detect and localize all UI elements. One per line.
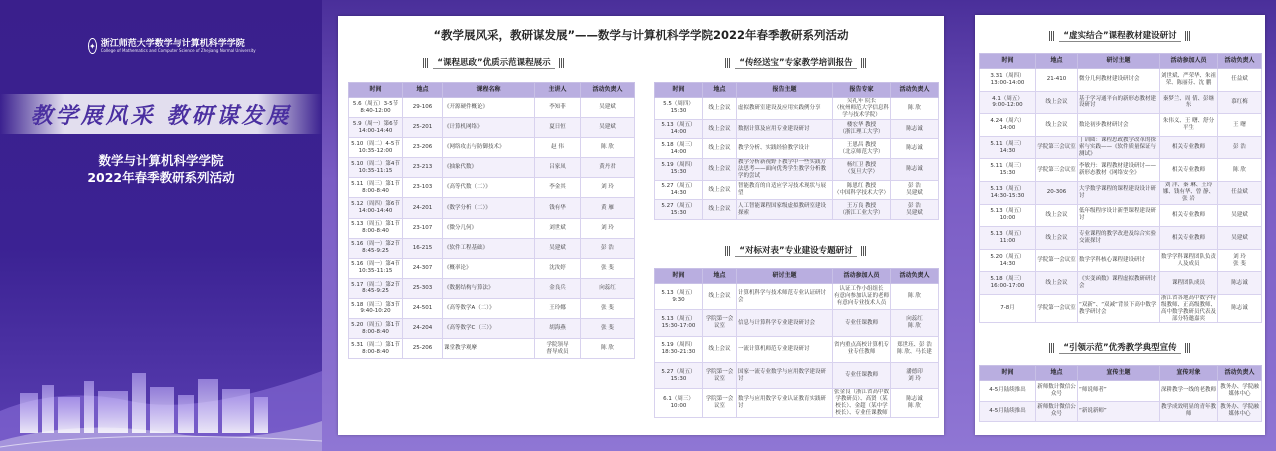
table-cell: 吴建斌 — [581, 118, 635, 138]
table-cell: 5.13（周五） 14:30-15:30 — [980, 181, 1036, 204]
table-cell: 陈恩红 教授 （中国科学技术大学） — [833, 180, 891, 200]
table-cell: 24-501 — [403, 298, 443, 318]
slogan-band — [0, 94, 322, 134]
table-cell: 23-107 — [403, 218, 443, 238]
table-cell: 线上会议 — [703, 159, 737, 181]
table-cell: 朱伟义、王 曙、舒分平生 — [1160, 114, 1218, 137]
table-cell: 教务办、学院融媒体中心 — [1218, 401, 1262, 422]
table-cell: 基于学习通平台的新形态教材建设研讨 — [1078, 91, 1160, 114]
table-cell: 陈 欣 — [581, 138, 635, 158]
table-cell: 《数学分析（二）》 — [443, 198, 535, 218]
table-cell: 5.13（周五） 15:30-17:00 — [655, 310, 703, 336]
table-cell: 新师数计微信公众号 — [1036, 401, 1078, 422]
table-cell: 5.16（周一）第4节 10:35-11:15 — [349, 258, 403, 278]
table-row — [980, 381, 1262, 402]
table-row — [655, 389, 939, 418]
table-cell: 4-5月陆续推出 — [980, 401, 1036, 422]
table-row — [349, 178, 635, 198]
table-cell: 学院第三会议室 — [1036, 159, 1078, 182]
campus-skyline-graphic — [0, 301, 322, 451]
table-cell: 线上会议 — [703, 180, 737, 200]
table-row — [980, 114, 1262, 137]
left-panel — [0, 0, 322, 451]
table-row — [655, 310, 939, 336]
table-cell: “师说师者” — [1078, 381, 1160, 402]
section-title-s5: “引领示范”优秀教学典型宣传 — [975, 341, 1265, 354]
table-cell: 智能教育的自适应学习技术现状与展望 — [737, 180, 833, 200]
section-title-s4: “虚实结合”课程教材建设研讨 — [975, 29, 1265, 42]
table-cell: “新说新师” — [1078, 401, 1160, 422]
table-cell: 钱有华 — [535, 198, 581, 218]
table-cell: 学院第一会议室 — [703, 389, 737, 418]
table-cell: 陈志诚 — [1218, 272, 1262, 295]
column-header: 报告主题 — [737, 83, 833, 98]
table-cell: 一流计算机师范专业建设研讨 — [737, 336, 833, 362]
table-cell: 吴礼年 院长 （杭州师范大学信息科学与技术学院） — [834, 98, 890, 118]
table-row — [980, 181, 1262, 204]
table-row — [980, 272, 1262, 295]
table-cell: 大学数学课程的课程建设设计研讨 — [1078, 181, 1160, 204]
table-cell: 低年级程序设计新型课程建设研讨 — [1078, 204, 1160, 227]
table-cell: “双新”、“双减”背景下高中数学教学研讨会 — [1078, 294, 1160, 323]
table-cell: 金良兵 — [535, 278, 581, 298]
table-cell: 张 斐 — [581, 258, 635, 278]
table-cell: 吴建斌 — [1218, 204, 1262, 227]
column-header: 研讨主题 — [1078, 54, 1160, 69]
table-cell: 课程团队成员 — [1160, 272, 1218, 295]
table-cell: 专业任课教师 — [833, 310, 891, 336]
table-cell: 《计算机网络》 — [443, 118, 535, 138]
table-row — [980, 136, 1262, 159]
table-course-demo — [348, 82, 635, 359]
table-cell: 胡海燕 — [535, 319, 581, 339]
table-teaching-promotion — [979, 365, 1262, 422]
section-title-s3: “对标对表”专业建设专题研讨 — [648, 244, 944, 257]
table-cell: 郑世珏、彭 浩 陈 欣、马长建 — [891, 336, 939, 362]
table-row — [349, 319, 635, 339]
table-cell: 吴建斌 — [1218, 227, 1262, 250]
table-cell: 5.11（周三） 15:30 — [980, 159, 1036, 182]
table-row — [980, 204, 1262, 227]
table-cell: 4-5月陆续推出 — [980, 381, 1036, 402]
table-cell: 学院第一会议室 — [703, 362, 737, 388]
table-cell: 楼宏华 教授 （浙江理工大学） — [833, 119, 891, 139]
table-row — [655, 336, 939, 362]
table-row — [349, 278, 635, 298]
table-cell: 5.27（周五） 15:30 — [655, 362, 703, 388]
table-cell: 5.17（周二）第2节 8:45-9:25 — [349, 278, 403, 298]
column-header: 地点 — [1036, 366, 1078, 381]
left-title-line1: 数学与计算机科学学院 — [98, 153, 224, 168]
table-cell: 5.12（周四）第6节 14:00-14:40 — [349, 198, 403, 218]
table-row — [349, 98, 635, 118]
column-header: 报告专家 — [833, 83, 891, 98]
table-row — [655, 159, 939, 181]
table-cell: 学院第一会议室 — [703, 310, 737, 336]
table-cell: 相关专业教师 — [1160, 159, 1218, 182]
table-cell: 微分几何教材建设研讨会 — [1078, 69, 1160, 92]
table-course-materials — [979, 53, 1262, 323]
table-cell: 16-215 — [403, 238, 443, 258]
table-cell: 新师数计微信公众号 — [1036, 381, 1078, 402]
table-cell: 线上会议 — [1036, 114, 1078, 137]
table-cell: 线上会议 — [1036, 91, 1078, 114]
table-cell: 5.27（周五） 14:30 — [655, 180, 703, 200]
table-cell: 省内重点高校计算机专业专任教师 — [833, 336, 891, 362]
column-header: 活动负责人 — [891, 83, 939, 98]
table-cell: 5.19（周四） 15:30 — [655, 159, 703, 181]
table-cell: 5.13（周五） 10:00 — [980, 204, 1036, 227]
table-cell: 李敏丹：课程教材建设研讨——新形态教材《网络安全》 — [1078, 159, 1160, 182]
table-cell: 5.19（周四） 18:30-21:30 — [655, 336, 703, 362]
table-cell: 线上会议 — [703, 98, 737, 120]
table-cell: 《开源硬件概论》 — [443, 98, 535, 118]
table-cell: 计算机科学与技术师范专业认证研讨会 — [737, 284, 833, 310]
table-row — [655, 98, 939, 120]
table-cell: 5.20（周五）第1节 8:00-8:40 — [349, 319, 403, 339]
table-cell: 24-307 — [403, 258, 443, 278]
table-cell: 23-103 — [403, 178, 443, 198]
table-row — [655, 119, 939, 139]
column-header: 活动负责人 — [891, 269, 939, 284]
table-cell: 王万良 教授 （浙江工业大学） — [833, 200, 891, 220]
logo-text-cn: 浙江师范大学数学与计算机科学学院 — [100, 38, 245, 49]
table-cell: 数学学科课程团队负责人及成员 — [1160, 249, 1218, 272]
table-row — [349, 298, 635, 318]
table-cell: 《高等代数（二）》 — [443, 178, 535, 198]
table-cell: 5.13（周五） 11:00 — [980, 227, 1036, 250]
column-header: 活动负责人 — [1218, 54, 1262, 69]
table-cell: 数学学科核心课程建设研讨 — [1078, 249, 1160, 272]
table-cell: 线上会议 — [1036, 272, 1078, 295]
table-expert-reports — [654, 82, 939, 220]
column-header: 宣传对象 — [1160, 366, 1218, 381]
table-cell: 王 曙 — [1218, 114, 1262, 137]
table-cell: 任益斌 — [1218, 181, 1262, 204]
table-cell: 5.16（周一）第2节 8:45-9:25 — [349, 238, 403, 258]
main-title: “教学展风采，教研谋发展”——数学与计算机科学学院2022年春季教研系列活动 — [433, 28, 849, 42]
table-cell: 陈 欣 — [1218, 159, 1262, 182]
column-header: 地点 — [403, 83, 443, 98]
table-cell: 教务办、学院融媒体中心 — [1218, 381, 1262, 402]
table-cell: 数论初步教材研讨会 — [1078, 114, 1160, 137]
table-cell: 赵 伟 — [535, 138, 581, 158]
table-cell: 数学与应用数学专业认证教育实践研讨 — [737, 389, 833, 418]
table-cell: 线上会议 — [703, 139, 737, 159]
table-cell: 学院第三会议室 — [1036, 136, 1078, 159]
table-cell: 5.10（周二）第4节 10:35-11:15 — [349, 158, 403, 178]
table-cell: 丁训圆：课程思政教学改革的探索与实践——《软件质量保证与测试》 — [1078, 136, 1160, 159]
table-cell: 《数据结构与算法》 — [443, 278, 535, 298]
table-row — [349, 238, 635, 258]
table-cell: 秦梦兰、周 倩、彭继东 — [1160, 91, 1218, 114]
table-cell: 课堂教学观摩 — [443, 339, 535, 359]
table-cell: 张 斐 — [581, 319, 635, 339]
table-cell: 吴建斌 — [535, 238, 581, 258]
table-cell: 教学分析、实践经验教学设计 — [737, 139, 833, 159]
table-cell: 杨红卫 教授 （复旦大学） — [833, 159, 891, 181]
table-cell: 陈志诚 陈 欣 — [891, 389, 939, 418]
section-title-s2: “传经送宝”专家教学培训报告 — [648, 56, 944, 69]
column-header: 活动负责人 — [1218, 366, 1262, 381]
table-cell: 张 斐 — [581, 298, 635, 318]
table-row — [980, 401, 1262, 422]
table-cell: 陈 欣 — [581, 339, 635, 359]
column-header: 时间 — [980, 54, 1036, 69]
table-cell: 彭 浩 — [581, 238, 635, 258]
table-cell: 认证工作小组组长 有意向参加认证的老师 有意向专业技术人员 — [833, 284, 891, 310]
table-cell: 陈志诚 — [891, 159, 939, 181]
table-cell: 相关专业教师 — [1160, 204, 1218, 227]
table-cell: 陈志诚 — [891, 139, 939, 159]
table-cell: 向蕊红 — [581, 278, 635, 298]
left-title-line2: 2022年春季教研系列活动 — [87, 170, 235, 185]
table-cell: 相关专业教师 — [1160, 227, 1218, 250]
table-cell: 人工智能课程国家级虚拟教研室建设探索 — [737, 200, 833, 220]
university-emblem-icon: ✦ — [88, 38, 97, 54]
table-cell: 《微分几何》 — [443, 218, 535, 238]
column-header: 地点 — [1036, 54, 1078, 69]
table-row — [655, 362, 939, 388]
table-cell: 20-306 — [1036, 181, 1078, 204]
table-cell: 《抽象代数》 — [443, 158, 535, 178]
college-logo — [88, 36, 256, 56]
table-row — [349, 339, 635, 359]
table-cell: 4.24（周六） 14:00 — [980, 114, 1036, 137]
table-cell: 5.13（周五） 9:30 — [655, 284, 703, 310]
column-header: 地点 — [703, 269, 737, 284]
column-header: 时间 — [655, 83, 703, 98]
table-row — [655, 284, 939, 310]
table-cell: 教学成效明显的青年教师 — [1160, 401, 1218, 422]
activity-sheet-main — [338, 16, 944, 435]
table-row — [980, 249, 1262, 272]
table-cell: 吕家凤 — [535, 158, 581, 178]
table-cell: 5.13（周五） 14:00 — [655, 119, 703, 139]
table-cell: 25-206 — [403, 339, 443, 359]
table-cell: 5.5（周四） 15:30 — [655, 98, 703, 120]
table-cell: 线上会议 — [703, 284, 737, 310]
table-row — [349, 218, 635, 238]
table-row — [349, 158, 635, 178]
table-cell: 任益斌 — [1218, 69, 1262, 92]
column-header: 活动参加人员 — [1160, 54, 1218, 69]
table-row — [655, 200, 939, 220]
table-row — [655, 139, 939, 159]
table-cell: 教学分析新视野下教学中一些实践方法思考——面向优秀学生教学分析教学的尝试 — [737, 159, 833, 181]
column-header: 时间 — [980, 366, 1036, 381]
table-cell: 陈 欣 — [891, 284, 939, 310]
table-cell: 学院第一会议室 — [1036, 249, 1078, 272]
table-cell: 4.1（周五） 9:00-12:00 — [980, 91, 1036, 114]
section-title-s1: “课程思政”优质示范课程展示 — [344, 56, 644, 69]
table-cell: 王玲娜 — [535, 298, 581, 318]
table-cell: 学院领导 督导成员 — [535, 339, 581, 359]
table-cell: 深耕教学一线的老教师 — [1160, 381, 1218, 402]
table-cell: 相关专业教师 — [1160, 136, 1218, 159]
table-major-construction — [654, 268, 939, 418]
table-cell: 国家一流专业数学与应用数学建设研讨 — [737, 362, 833, 388]
table-cell: 刘世斌 — [535, 218, 581, 238]
table-cell: 张金良（浙江省高中数学教研员）、高贤（某校长）、金超（某中学校长）、专业任课教师 — [834, 389, 890, 416]
table-cell: 虚拟教研室建设及应用实践例分享 — [737, 98, 833, 120]
column-header: 活动参加人员 — [833, 269, 891, 284]
table-cell: 彭 浩 — [1218, 136, 1262, 159]
table-cell: 学院第一会议室 — [1036, 294, 1078, 323]
column-header: 时间 — [655, 269, 703, 284]
table-cell: 向蕊红 陈 欣 — [891, 310, 939, 336]
column-header: 活动负责人 — [581, 83, 635, 98]
table-cell: 王恩昌 教授 （北京师范大学） — [833, 139, 891, 159]
table-row — [349, 198, 635, 218]
table-cell: 6.1（周三） 10:00 — [655, 389, 703, 418]
table-cell: 24-201 — [403, 198, 443, 218]
table-cell: 《网络攻击与防御技术》 — [443, 138, 535, 158]
table-row — [655, 180, 939, 200]
table-cell: 线上会议 — [703, 200, 737, 220]
table-cell: 21-410 — [1036, 69, 1078, 92]
table-cell: 23-206 — [403, 138, 443, 158]
table-cell: 慕红梅 — [1218, 91, 1262, 114]
table-row — [980, 91, 1262, 114]
column-header: 地点 — [703, 83, 737, 98]
table-cell: 5.27（周五） 15:30 — [655, 200, 703, 220]
table-cell: 夏日恒 — [535, 118, 581, 138]
table-cell: 信息与计算科学专业建设研讨会 — [737, 310, 833, 336]
table-cell: 黄 雁 — [581, 198, 635, 218]
table-cell: 《软件工程基础》 — [443, 238, 535, 258]
table-cell: 3.31（周四） 13:00-14:00 — [980, 69, 1036, 92]
table-cell: 5.11（周三） 14:30 — [980, 136, 1036, 159]
table-cell: 刘 玲 — [581, 178, 635, 198]
table-cell: 5.13（周五）第1节 8:00-8:40 — [349, 218, 403, 238]
table-cell: 29-106 — [403, 98, 443, 118]
table-cell: 24-204 — [403, 319, 443, 339]
table-row — [349, 118, 635, 138]
table-cell: 专业课程的教学改进及综合实验交流探讨 — [1078, 227, 1160, 250]
table-cell: 线上会议 — [703, 119, 737, 139]
table-cell: 数据计算及应用专业建设研讨 — [737, 119, 833, 139]
table-cell: 专业任课教师 — [833, 362, 891, 388]
table-cell: 陈志诚 — [1218, 294, 1262, 323]
table-cell: 25-201 — [403, 118, 443, 138]
table-row — [980, 227, 1262, 250]
table-cell: 23-213 — [403, 158, 443, 178]
table-cell: 李知菲 — [535, 98, 581, 118]
table-row — [980, 294, 1262, 323]
table-cell: 刘 洋、秦 琳、王玲娜、钱有华、曾 静、张 岩 — [1160, 181, 1218, 204]
table-row — [349, 258, 635, 278]
table-cell: 彭 浩 吴建斌 — [891, 200, 939, 220]
table-cell: 《实变函数》课程虚拟教研研讨会 — [1078, 272, 1160, 295]
table-cell: 潘德印 刘 玲 — [891, 362, 939, 388]
table-cell: 5.18（周三）第3节 9:40-10:20 — [349, 298, 403, 318]
table-cell: 彭 浩 吴建斌 — [891, 180, 939, 200]
table-cell: 5.20（周五） 14:30 — [980, 249, 1036, 272]
table-cell: 刘 玲 — [581, 218, 635, 238]
table-cell: 刘世斌、严荣华、朱祖荣、陈丽芬、沈 鹏 — [1160, 69, 1218, 92]
table-cell: 陈志诚 — [891, 119, 939, 139]
table-row — [980, 69, 1262, 92]
column-header: 时间 — [349, 83, 403, 98]
table-row — [349, 138, 635, 158]
table-cell: 陈 欣 — [891, 98, 939, 120]
slogan: 教学展风采 教研谋发展 — [30, 102, 292, 129]
table-cell: 5.9（周一）第6节 14:00-14:40 — [349, 118, 403, 138]
table-cell: 刘 玲 张 斐 — [1218, 249, 1262, 272]
column-header: 课程名称 — [443, 83, 535, 98]
table-cell: 线上会议 — [703, 336, 737, 362]
column-header: 宣传主题 — [1078, 366, 1160, 381]
table-cell: 5.11（周三）第1节 8:00-8:40 — [349, 178, 403, 198]
table-cell: 25-303 — [403, 278, 443, 298]
table-cell: 5.10（周二）4-5节 10:35-12:00 — [349, 138, 403, 158]
table-cell: 5.18（周三） 14:00 — [655, 139, 703, 159]
table-cell: 5.6（周五）3-5节 8:40-12:00 — [349, 98, 403, 118]
table-cell: 5.31（周二）第1节 8:00-8:40 — [349, 339, 403, 359]
table-cell: 沈汝婷 — [535, 258, 581, 278]
table-cell: 5.18（周三） 16:00-17:00 — [980, 272, 1036, 295]
table-cell: 线上会议 — [1036, 204, 1078, 227]
table-cell: 线上会议 — [1036, 227, 1078, 250]
column-header: 主讲人 — [535, 83, 581, 98]
table-cell: 《高等数学C（三）》 — [443, 319, 535, 339]
table-cell: 吴建斌 — [581, 98, 635, 118]
table-cell: 《概率论》 — [443, 258, 535, 278]
activity-sheet-right — [975, 15, 1265, 435]
column-header: 研讨主题 — [737, 269, 833, 284]
table-cell: 黄丹君 — [581, 158, 635, 178]
logo-text-en: College of Mathematics and Computer Science of Zhejiang Normal University — [100, 47, 256, 53]
table-cell: 7-8月 — [980, 294, 1036, 323]
table-cell: 李金其 — [535, 178, 581, 198]
table-row — [980, 159, 1262, 182]
table-cell: 浙江省各地高中数学特级教师、正高级教师、高中数学教研员代表及部分特邀嘉宾 — [1161, 294, 1217, 322]
table-cell: 《高等数学A（二）》 — [443, 298, 535, 318]
